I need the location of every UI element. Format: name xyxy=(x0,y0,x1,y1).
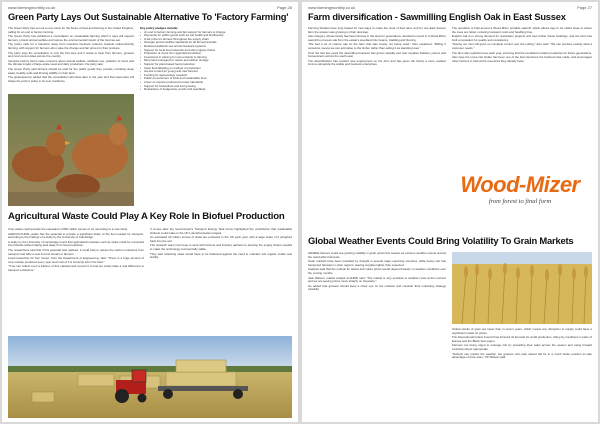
keypoints-list xyxy=(140,27,292,207)
running-head xyxy=(8,5,292,11)
paragraph: The party says the consultation is only the first step and it wants to hear from farmers, growers and rural communities across the country. xyxy=(8,50,134,59)
biofuel-body-col1 xyxy=(8,228,144,331)
list-item: • Restoration of hedgerows, ponds and woodland xyxy=(140,88,292,92)
chickens-photo-image xyxy=(8,94,134,206)
paragraph: The Green Party said farmers should be paid for the public goods they provide, including clean water, healthy soils and thriving wildlife on their land. xyxy=(8,66,134,75)
running-head-site: www.farmingmonthly.co.uk xyxy=(8,5,56,10)
paragraph: Alex Gregory, whose family has been farming in the area for generations, decided to invest in a Wood-Mizer sawmill to process oak from the estate's woodland into beams, cladding and flooring. xyxy=(308,34,446,42)
paragraph: Lead researcher Dr Tom Green, from the Department of Engineering, said: "There is a huge amount of crop residue produced every year and most of it is currently left in the field." xyxy=(8,256,144,264)
tractor-bales-image xyxy=(8,336,292,418)
paragraph: English oak is in strong demand for restoration projects and new timber frame buildings, and the farm has built a reputation for quality and consistency. xyxy=(452,34,592,42)
article-headline-sawmilling: Farm diversification - Sawmilling English Oak in East Sussex xyxy=(308,12,566,22)
article-headline-weather: Global Weather Events Could Bring Volatility To Grain Markets xyxy=(308,235,574,246)
paragraph: AGRICULTURAL waste has the potential to provide a significant share of the fuel needed for transport, according to the findings of a study by the University of Cambridge. xyxy=(8,231,144,240)
paragraph: Analysts said that the outlook for wheat and maize prices would depend heavily on weather conditions over the coming months. xyxy=(308,267,446,275)
paragraph: Crop waste could provide the equivalent of 800 million tonnes of oil, according to a new study. xyxy=(8,228,128,231)
running-head-page: Page 26 xyxy=(277,5,292,10)
left-page xyxy=(2,2,298,422)
paragraph: The research team now hope to work with farmers and industry partners to develop the supply chains needed to make the technology commercially viable. xyxy=(150,243,292,251)
running-head-site: www.farmingmonthly.co.uk xyxy=(308,5,356,10)
sawmilling-body-col1 xyxy=(308,27,446,227)
list-item: • Reduced antibiotic use across livestock systems xyxy=(140,45,292,49)
paragraph: He added that growers should keep a close eye on the markets and consider their marketing strategy carefully. xyxy=(308,283,446,292)
list-item: • Stronger animal welfare standards for all farmed animals xyxy=(140,41,292,45)
paragraph: The Green Party has set out a new vision for the future of food and farming in the United Kingdom, calling for an end to factory farming. xyxy=(8,27,134,34)
list-item: • Clear food labelling on method of production xyxy=(140,67,292,71)
paragraph: The International Grains Council has trimmed its forecast for world production, citing dry conditions in parts of Europe and the Black Sea region. xyxy=(452,335,592,343)
list-item: • Payments for public goods such as soil health and biodiversity xyxy=(140,34,292,38)
paragraph: Farming families have long looked for new ways to make the most of their land, and for one East Sussex farm the answer was growing on their doorstep. xyxy=(308,27,446,34)
paragraph: "We had a lot of mature oak on the farm that was simply not being used," Alex explained. "Milling it ourselves means we can add value to the timber rather than selling it as standing trees." xyxy=(308,42,446,50)
running-head-page: Page 27 xyxy=(577,5,592,10)
paragraph: Over the last few years the sawmilling business has grown steadily and now supplies builders, joiners and homeowners across the south east. xyxy=(308,50,446,59)
tractor-bales-photo xyxy=(8,336,292,418)
running-head xyxy=(308,5,592,11)
paragraph: Jack Watson, market analyst at AHDB, said: "The market is very sensitive to weather news at the moment and we are seeing prices move sharply on forecasts." xyxy=(308,275,446,284)
paragraph: They said collecting straw would have to be balanced against the need to maintain soil organic matter and fertility. xyxy=(150,251,292,260)
article-headline-green-party: Green Party Lays Out Sustainable Alternative To 'Factory Farming' xyxy=(8,12,289,22)
sawmilling-body-col2 xyxy=(452,27,592,167)
paragraph: ARABLE farmers could see growing volatility in grain prices this season as extreme weather events around the world affect harvests. xyxy=(308,252,446,259)
weather-body-col2 xyxy=(452,328,592,416)
paragraph: The operation is built around a Wood-Mizer portable sawmill, which allows logs to be milled close to where the trees are felled, reducing transport costs and handling time. xyxy=(452,27,592,34)
list-item: • Access to land for young and new farmers xyxy=(140,70,292,74)
logo-tagline: from forest to final form xyxy=(488,198,552,205)
paragraph: "Nobody can predict the weather, but growers who plan ahead will be in a much better position to take advantage of price rises," Mr Watson said. xyxy=(452,351,592,360)
chickens-photo xyxy=(8,94,134,206)
right-page xyxy=(302,2,598,422)
list-item: • An end to factory farming and fair support for farmers to change xyxy=(140,31,292,35)
biofuel-body-col2 xyxy=(150,228,292,331)
paragraph: A study by the University of Cambridge found that agricultural residues such as straw could be converted into biofuels without taking land away from food production. xyxy=(8,239,144,248)
list-item: • Funding for agroecology research xyxy=(140,74,292,78)
list-item: • More land managed for nature and carbon storage xyxy=(140,59,292,63)
wheat-field-photo xyxy=(452,252,592,324)
wood-mizer-logo xyxy=(452,172,588,222)
list-item: • Protection of rivers from agricultural pollution xyxy=(140,52,292,56)
paragraph: The spokesperson added that the consultation will close later in the year and that responses will shape the party's policy in its next manifesto. xyxy=(8,75,134,83)
article-headline-biofuel: Agricultural Waste Could Play A Key Role In Biofuel Production xyxy=(8,211,285,222)
list-item: • Investment in training for new entrants to farming xyxy=(140,56,292,60)
list-item: • A ban on imports produced to lower standards xyxy=(140,81,292,85)
list-item: • Support for plant-based food production xyxy=(140,63,292,67)
paragraph: Grain markets have been unsettled by drought in several major exporting countries, while heavy rain has hampered harvests in other regions, leaving supplies tighter than expected. xyxy=(308,259,446,267)
paragraph: It comes after the Government's Transport Energy Task Force highlighted the contribution that sustainable biofuels could make to the UK's decarbonisation targets. xyxy=(150,228,292,235)
paragraph: The diversification has created new employment on the farm and has given the family a more resilient income alongside the arable and livestock enterprises. xyxy=(308,58,446,67)
weather-body-col1 xyxy=(308,252,446,416)
list-item: • Support for local food networks and short supply chains xyxy=(140,49,292,53)
list-item: • Support for horticulture and fruit growing xyxy=(140,85,292,89)
keypoints-heading: Key policy pledges include: xyxy=(140,27,179,30)
paragraph: The Green Party has published a consultation on sustainable farming which it says will support farmers, protect animal welfare and reduce the environmental impact of the food we eat. xyxy=(8,34,134,42)
paragraph: Intensive factory farms raise concerns about animal welfare, antibiotic use, pollution of rivers and the climate impact of large-scale meat and dairy production, the party said. xyxy=(8,58,134,67)
paragraph: "If we can collect even a fraction of this material and convert it to fuel we could make a real difference to transport emissions." xyxy=(8,264,144,272)
paragraph: Global stocks of grain are lower than in recent years, which means any disruption to supply could have a significant impact on prices. xyxy=(452,328,592,335)
green-party-body xyxy=(8,27,134,89)
paragraph: The researchers said that if this potential was realised, it could help to reduce the carbon emissions from transport and offer a new income stream to farmers. xyxy=(8,247,144,256)
wheat-field-image xyxy=(452,252,592,324)
paragraph: "Having our own mill gives us complete control over the cutting," Alex said. "We can produce exactly what a customer needs." xyxy=(452,42,592,50)
list-item: • Public procurement of local and sustainable food xyxy=(140,77,292,81)
paragraph: Farmers are being urged to manage risk by spreading their sales across the season and using forward contracts where appropriate. xyxy=(452,343,592,351)
paragraph: The farm also replants trees each year, ensuring that the woodland remains productive for future generations. xyxy=(452,50,592,55)
logo-wordmark: Wood-Mizer xyxy=(460,172,580,197)
list-item: • A fair price for farmers throughout the supply chain xyxy=(140,38,292,42)
paragraph: The policy calls for a transition away from intensive livestock systems towards nature-friendly farming, with support for farmers who make the change and fair prices for their produce. xyxy=(8,42,134,50)
paragraph: Alex says the move into timber has been one of the best decisions the business has made, and encourages other farmers to look at the resources they already have. xyxy=(452,55,592,63)
paragraph: An estimated 20 million tonnes of straw are produced in the UK each year, with a large share of it ploughed back into the soil. xyxy=(150,235,292,243)
